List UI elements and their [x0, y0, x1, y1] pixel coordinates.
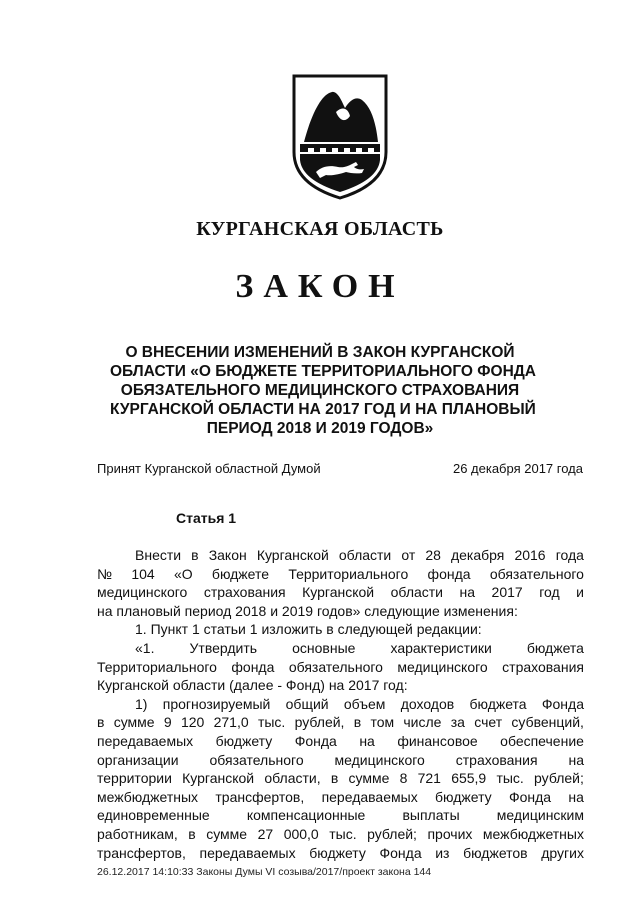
body-line: в сумме 9 120 271,0 тыс. рублей, в том числе за счет субвенций,: [97, 714, 584, 731]
law-title-line: ОБЯЗАТЕЛЬНОГО МЕДИЦИНСКОГО СТРАХОВАНИЯ: [120, 382, 520, 399]
body-line: «1. Утвердить основные характеристики бюджета: [135, 639, 584, 656]
adopted-by: Принят Курганской областной Думой: [97, 461, 321, 476]
body-line: медицинского страхования Курганской области на 2017 год и: [97, 584, 584, 601]
body-line: организации обязательного медицинского страхования на: [97, 751, 584, 768]
article-body: [97, 546, 584, 862]
region-heading: КУРГАНСКАЯ ОБЛАСТЬ: [196, 218, 444, 240]
body-line: единовременные компенсационные выплаты медицинским: [97, 807, 584, 824]
law-title: [110, 343, 536, 438]
adoption-date: 26 декабря 2017 года: [452, 461, 583, 476]
body-line: территории Курганской области, в сумме 8 721 655,9 тыс. рублей;: [97, 770, 584, 787]
law-title-line: КУРГАНСКОЙ ОБЛАСТИ НА 2017 ГОД И НА ПЛАНОВЫЙ: [110, 401, 536, 418]
article-heading: Статья 1: [176, 510, 237, 526]
body-line: трансфертов, передаваемых бюджету Фонда из бюджетов других: [97, 844, 584, 861]
body-line: межбюджетных трансфертов, передаваемых бюджету Фонда на: [97, 788, 584, 805]
body-line: № 104 «О бюджете Территориального фонда обязательного: [97, 565, 584, 582]
law-title-line: О ВНЕСЕНИИ ИЗМЕНЕНИЙ В ЗАКОН КУРГАНСКОЙ: [125, 344, 515, 361]
body-line: передаваемых бюджету Фонда на финансовое обеспечение: [97, 732, 584, 749]
body-line: Территориального фонда обязательного медицинского страхования: [97, 658, 584, 675]
body-line: Внести в Закон Курганской области от 28 декабря 2016 года: [135, 547, 584, 563]
body-line: на плановый период 2018 и 2019 годов» следующие изменения:: [97, 602, 518, 619]
body-line: Курганской области (далее - Фонд) на 2017 год:: [97, 677, 408, 694]
law-title-line: ПЕРИОД 2018 И 2019 ГОДОВ»: [206, 420, 434, 437]
body-line: 1. Пункт 1 статьи 1 изложить в следующей редакции:: [135, 621, 482, 638]
footer-note: 26.12.2017 14:10:33 Законы Думы VI созыва/2017/проект закона 144: [97, 866, 432, 878]
law-title-line: ОБЛАСТИ «О БЮДЖЕТЕ ТЕРРИТОРИАЛЬНОГО ФОНДА: [110, 363, 536, 380]
coat-of-arms-icon: [290, 72, 390, 202]
body-line: 1) прогнозируемый общий объем доходов бюджета Фонда: [135, 695, 584, 712]
body-line: работникам, в сумме 27 000,0 тыс. рублей; прочих межбюджетных: [97, 825, 584, 842]
document-type-heading: ЗАКОН: [235, 268, 405, 305]
